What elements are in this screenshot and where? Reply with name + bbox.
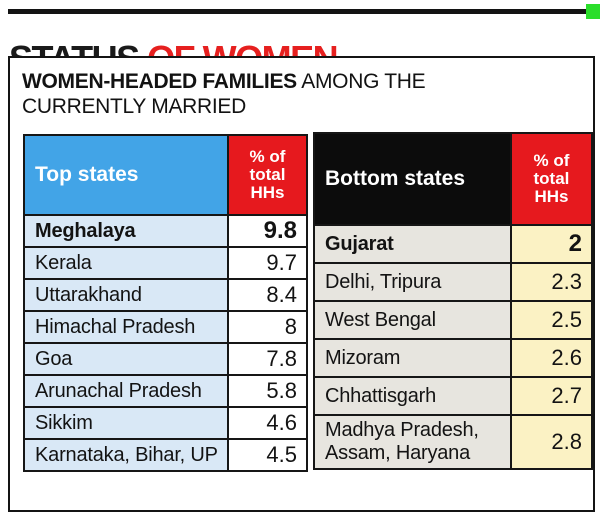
state-cell: Mizoram — [314, 339, 511, 377]
state-cell: Madhya Pradesh, Assam, Haryana — [314, 415, 511, 469]
table-row — [314, 339, 592, 377]
table-row — [314, 225, 592, 263]
value-cell: 4.5 — [228, 439, 307, 471]
value-cell: 2.6 — [511, 339, 592, 377]
table-row — [24, 279, 307, 311]
state-cell: Goa — [24, 343, 228, 375]
table-row — [314, 263, 592, 301]
top-states-table — [23, 134, 308, 472]
content-frame — [8, 56, 595, 512]
state-cell: West Bengal — [314, 301, 511, 339]
bottom-value-header: % of total HHs — [511, 133, 592, 225]
value-cell: 8.4 — [228, 279, 307, 311]
table-row — [314, 301, 592, 339]
table-row — [24, 247, 307, 279]
top-value-header: % of total HHs — [228, 135, 307, 215]
value-cell: 4.6 — [228, 407, 307, 439]
top-states-header: Top states — [24, 135, 228, 215]
table-row — [314, 415, 592, 469]
subtitle-regular: AMONG THE CURRENTLY MARRIED — [22, 70, 426, 118]
table-row — [24, 439, 307, 471]
value-cell: 2.7 — [511, 377, 592, 415]
bottom-states-header: Bottom states — [314, 133, 511, 225]
state-cell: Himachal Pradesh — [24, 311, 228, 343]
bottom-states-table — [313, 132, 593, 470]
table-row — [24, 311, 307, 343]
value-cell: 7.8 — [228, 343, 307, 375]
state-cell: Arunachal Pradesh — [24, 375, 228, 407]
state-cell: Kerala — [24, 247, 228, 279]
state-cell: Delhi, Tripura — [314, 263, 511, 301]
subtitle-bold: WOMEN-HEADED FAMILIES — [22, 70, 297, 93]
table-row — [24, 375, 307, 407]
value-cell: 9.8 — [228, 215, 307, 247]
state-cell: Meghalaya — [24, 215, 228, 247]
value-cell: 5.8 — [228, 375, 307, 407]
value-cell: 9.7 — [228, 247, 307, 279]
green-marker — [586, 4, 600, 19]
value-cell: 2.5 — [511, 301, 592, 339]
state-cell: Karnataka, Bihar, UP — [24, 439, 228, 471]
table-row — [24, 407, 307, 439]
state-cell: Sikkim — [24, 407, 228, 439]
value-cell: 2.8 — [511, 415, 592, 469]
state-cell: Gujarat — [314, 225, 511, 263]
value-cell: 2.3 — [511, 263, 592, 301]
table-header-row — [24, 135, 307, 215]
table-row — [24, 343, 307, 375]
top-rule — [8, 9, 586, 14]
table-header-row — [314, 133, 592, 225]
value-cell: 8 — [228, 311, 307, 343]
value-cell: 2 — [511, 225, 592, 263]
chart-subtitle — [22, 69, 462, 119]
state-cell: Chhattisgarh — [314, 377, 511, 415]
table-row — [24, 215, 307, 247]
state-cell: Uttarakhand — [24, 279, 228, 311]
table-row — [314, 377, 592, 415]
